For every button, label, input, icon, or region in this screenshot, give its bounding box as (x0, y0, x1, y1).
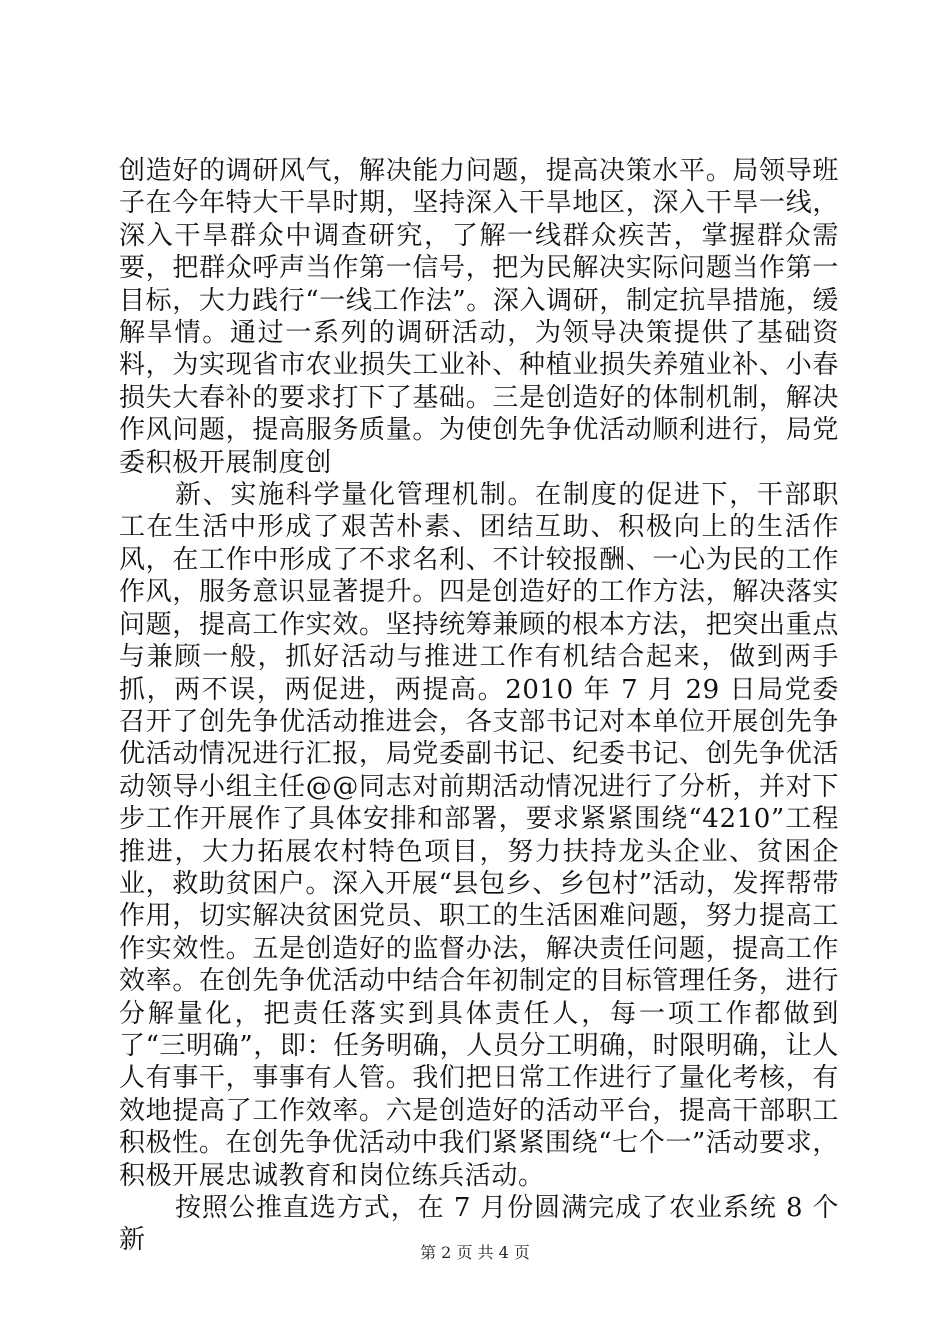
page-footer: 第 2 页 共 4 页 (420, 1243, 530, 1262)
document-body (119, 155, 839, 1257)
paragraph-2: 新、实施科学量化管理机制。在制度的促进下，干部职工在生活中形成了艰苦朴素、团结互助、积极向上的生活作风，在工作中形成了不求名利、不计较报酬、一心为民的工作作风，服务意识显著提升。四是创造好的工作方法，解决落实问题，提高工作实效。坚持统筹兼顾的根本方法，把突出重点与兼顾一般，抓好活动与推进工作有机结合起来，做到两手抓，两不误，两促进，两提高。2010 年 7 月 29 日局党委召开了创先争优活动推进会，各支部书记对本单位开展创先争优活动情况进行汇报，局党委副书记、纪委书记、创先争优活动领导小组主任@@同志对前期活动情况进行了分析，并对下步工作开展作了具体安排和部署，要求紧紧围绕“4210”工程推进，大力拓展农村特色项目，努力扶持龙头企业、贫困企业，救助贫困户。深入开展“县包乡、乡包村”活动，发挥帮带作用，切实解决贫困党员、职工的生活困难问题，努力提高工作实效性。五是创造好的监督办法，解决责任问题，提高工作效率。在创先争优活动中结合年初制定的目标管理任务，进行分解量化，把责任落实到具体责任人，每一项工作都做到了“三明确”，即：任务明确，人员分工明确，时限明确，让人人有事干，事事有人管。我们把日常工作进行了量化考核，有效地提高了工作效率。六是创造好的活动平台，提高干部职工积极性。在创先争优活动中我们紧紧围绕“七个一”活动要求，积极开展忠诚教育和岗位练兵活动。 (119, 480, 839, 1191)
paragraph-1: 创造好的调研风气，解决能力问题，提高决策水平。局领导班子在今年特大干旱时期，坚持深入干旱地区，深入干旱一线，深入干旱群众中调查研究，了解一线群众疾苦，掌握群众需要，把群众呼声当作第一信号，把为民解决实际问题当作第一目标，大力践行“一线工作法”。深入调研，制定抗旱措施，缓解旱情。通过一系列的调研活动，为领导决策提供了基础资料，为实现省市农业损失工业补、种植业损失养殖业补、小春损失大春补的要求打下了基础。三是创造好的体制机制，解决作风问题，提高服务质量。为使创先争优活动顺利进行，局党委积极开展制度创 (119, 156, 839, 478)
paragraph-3: 按照公推直选方式，在 7 月份圆满完成了农业系统 8 个新 (119, 1193, 839, 1256)
